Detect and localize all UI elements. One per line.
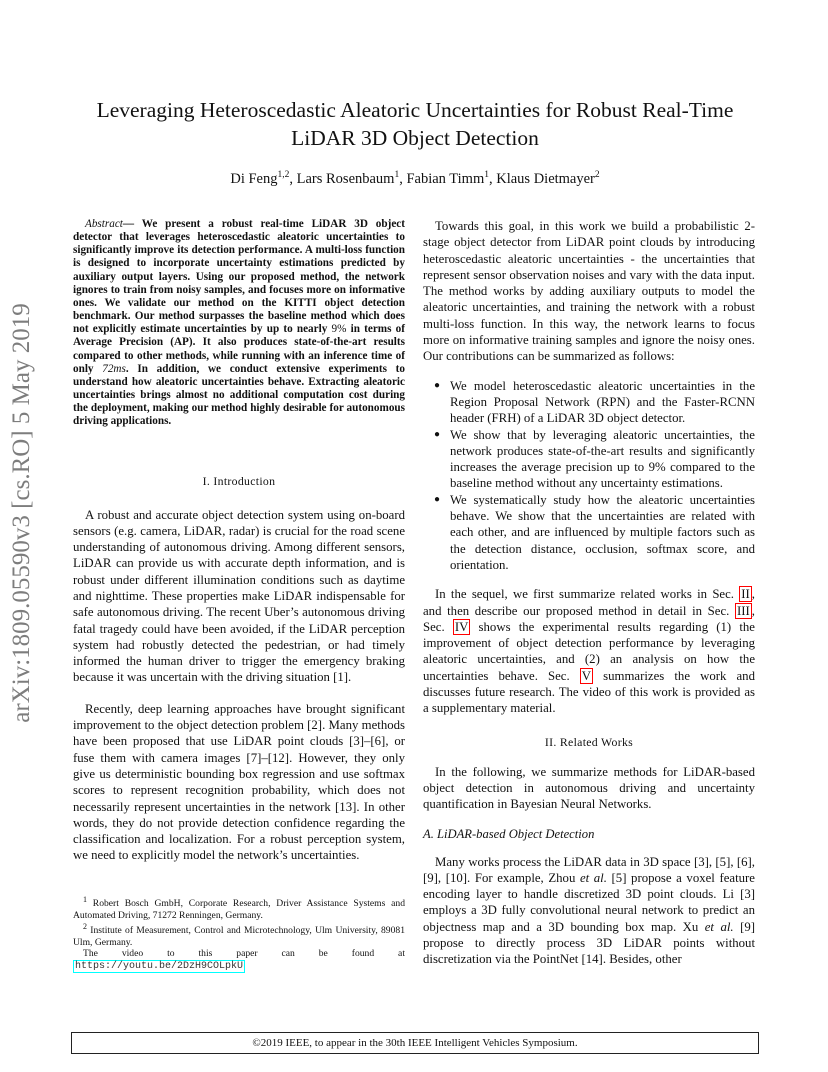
author-affiliation: 1 [484, 170, 489, 180]
author-list: Di Feng$^{1,2}$, Lars Rosenbaum$^1$, Fabian Timm$^1$, Klaus Dietmayer$^2$ [230, 170, 600, 187]
author-name: Klaus Dietmayer [496, 170, 595, 187]
list-item: ● We model heteroscedastic aleatoric uncertainties in the Region Proposal Network (RPN) and the Faster-RCNN header (FRH) of a LiDAR 3D object detector. [434, 378, 755, 426]
author-name: Di Feng [230, 170, 278, 187]
title-line-2: LiDAR 3D Object Detection [291, 126, 539, 150]
section-ref-link[interactable]: II [741, 587, 750, 602]
arxiv-identifier-text: arXiv:1809.05590v3 [cs.RO] 5 May 2019 [8, 303, 35, 723]
right-column [423, 218, 755, 968]
copyright-footer: ©2019 IEEE, to appear in the 30th IEEE Intelligent Vehicles Symposium. [71, 1032, 759, 1054]
bullet-icon: ● [434, 379, 441, 391]
abstract: Abstract— We present a robust real-time LiDAR 3D object detector that leverages heteroscedastic aleatoric uncertainties to significantly improve its detection performance. A multi-loss function is designed to incorporate uncertainty estimations predicted by auxiliary output layers. Using our proposed method, the network ignores to train from noisy samples, and focuses more on informative ones. We validate our method on the KITTI object detection benchmark. Our method surpasses the baseline method which does not explicitly estimate uncertainties by up to nearly 9% in terms of Average Precision (AP). It also produces state-of-the-art results compared to other methods, while running with an inference time of only 72ms. In addition, we conduct extensive experiments to understand how aleatoric uncertainties behave. Extracting aleatoric uncertainties brings almost no additional computation cost during the deployment, making our method highly desirable for autonomous driving applications. [73, 218, 405, 428]
subsection-heading: A. LiDAR-based Object Detection [423, 826, 595, 841]
title-line-1: Leveraging Heteroscedastic Aleatoric Uncertainties for Robust Real-Time [96, 98, 734, 122]
left-column [73, 218, 405, 973]
bullet-icon: ● [434, 493, 441, 505]
contribution-intro-paragraph: Towards this goal, in this work we build a probabilistic 2-stage object detector from LiDAR point clouds by introducing heteroscedastic aleatoric uncertainties - the uncertainties that represent sensor observation noises and vary with the data input. The method works by adding auxiliary outputs to model the aleatoric uncertainties, and training the network with a robust multi-loss function. In this way, the network learns to focus more on informative training samples and ignore the noisy ones. Our contributions can be summarized as follows: [423, 219, 755, 364]
section-heading-related-works: II. Related Works [544, 734, 634, 749]
intro-paragraph-2: Recently, deep learning approaches have brought significant improvement to the object detection problem [2]. Many methods have been proposed that use LiDAR point clouds [3]–[6], or fuse them with camera images [7]–[12]. However, they only give us deterministic bounding box regression and use softmax scores to represent recognition probability, which does not necessarily represent uncertainties in the network [13]. In other words, they do not provide detection confidence regarding the classification and localization. For a robust perception system, we need to explicitly model the network’s uncertainties. [73, 701, 405, 863]
sequel-paragraph: In the sequel, we first summarize related works in Sec. II , and then describe our proposed method in detail in Sec. III , Sec. IV shows the experimental results regarding (1) the improvement of object detection performance by leveraging aleatoric uncertainties, and (2) an analysis on how the uncertainties behave. Sec. V summarizes the work and discusses future research. The video of this work is provided as a supplementary material. [423, 587, 755, 716]
arxiv-identifier-stamp [2, 283, 42, 743]
lidar-detection-paragraph: Many works process the LiDAR data in 3D space [3], [5], [6], [9], [10]. For example, Zhou et al. [5] propose a voxel feature encoding layer to handle discretized 3D point clouds. Li [3] employs a 3D fully convolutional neural network to predict an objectness map and a 3D bounding box map. Xu et al. [9] propose to directly process 3D LiDAR points without discretization via the PointNet [14]. Besides, other [423, 854, 755, 967]
author-affiliation: 1 [394, 170, 400, 180]
bullet-icon: ● [434, 428, 441, 440]
section-ref-link[interactable]: III [737, 603, 750, 618]
video-url-link[interactable]: https://youtu.be/2DzH9COLpkU [75, 961, 244, 973]
abstract-label: Abstract [85, 218, 123, 230]
section-heading-introduction: I. Introduction [202, 473, 276, 488]
contributions-list [423, 378, 755, 574]
footnote-video: The video to this paper can be found at https://youtu.be/2DzH9COLpkU [75, 948, 405, 973]
intro-paragraph-1: A robust and accurate object detection system using on-board sensors (e.g. camera, LiDAR, radar) is crucial for the road scene understanding of autonomous driving. Among different sensors, LiDAR can provide us with accurate depth information, and is robust under different illumination conditions such as daytime and nighttime. These properties make LiDAR indispensable for safe autonomous driving. The recent Uber’s autonomous driving fatal tragedy could have been avoided, if the LiDAR perception system had robustly detected the pedestrian, or had timely informed the human driver to trigger the emergency braking because it was uncertain with the driving situation [1]. [73, 507, 405, 685]
author-affiliation: 1,2 [277, 170, 290, 180]
related-works-paragraph: In the following, we summarize methods for LiDAR-based object detection in autonomous driving and uncertainty quantification in Bayesian Neural Networks. [423, 764, 755, 812]
footnote-1: $^1$ Robert Bosch GmbH, Corporate Research, Driver Assistance Systems and Automated Driving, 71272 Renningen, Germany. [73, 894, 405, 921]
list-item: ● We systematically study how the aleatoric uncertainties behave. We show that the uncertainties are related with each other, and are influenced by multiple factors such as the detection distance, occlusion, softmax score, and orientation. [434, 492, 755, 572]
paper-title [70, 96, 760, 152]
author-name: Fabian Timm [406, 170, 485, 187]
section-ref-link[interactable]: V [581, 668, 592, 683]
author-name: Lars Rosenbaum [296, 170, 395, 187]
section-ref-link[interactable]: IV [454, 619, 469, 634]
footnote-2: $^2$ Institute of Measurement, Control and Microtechnology, Ulm University, 89081 Ulm, Germany. [73, 922, 405, 948]
list-item: ● We show that by leveraging aleatoric uncertainties, the network produces state-of-the-art results and significantly increases the average precision up to 9% compared to the baseline method without any uncertainty estimations. [434, 427, 755, 491]
author-affiliation: 2 [594, 170, 600, 180]
